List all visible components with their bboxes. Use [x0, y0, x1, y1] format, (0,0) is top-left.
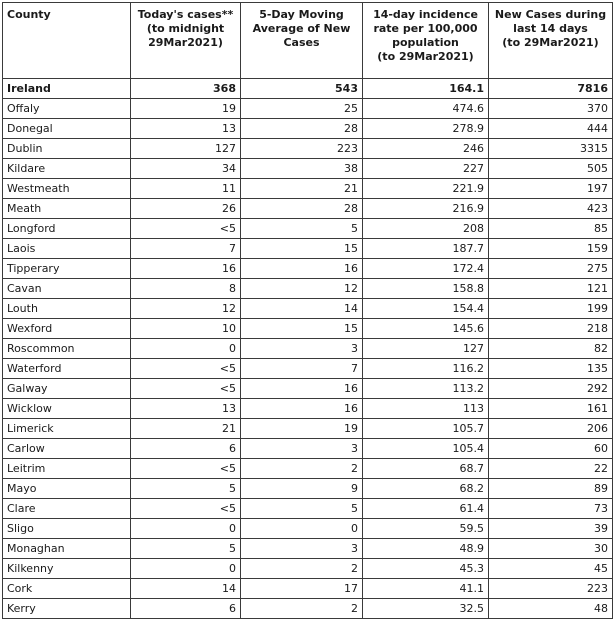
row-new-cases-cell: 85 [489, 219, 613, 239]
row-county-cell: Galway [3, 379, 131, 399]
row-todays-cases-cell: 6 [131, 599, 241, 619]
row-new-cases-cell: 159 [489, 239, 613, 259]
row-incidence-rate-cell: 158.8 [363, 279, 489, 299]
row-new-cases-cell: 3315 [489, 139, 613, 159]
row-moving-average-cell: 2 [241, 459, 363, 479]
header-line: population [392, 36, 459, 49]
row-incidence-rate-cell: 48.9 [363, 539, 489, 559]
row-county-cell: Louth [3, 299, 131, 319]
row-county-cell: Tipperary [3, 259, 131, 279]
table-header [3, 3, 613, 79]
table-row [3, 459, 613, 479]
row-new-cases-cell: 218 [489, 319, 613, 339]
row-moving-average-cell: 16 [241, 399, 363, 419]
header-line: 14-day incidence [373, 8, 478, 21]
row-todays-cases-cell: 13 [131, 399, 241, 419]
row-moving-average-cell: 3 [241, 339, 363, 359]
table-row [3, 339, 613, 359]
table-row [3, 419, 613, 439]
table-row [3, 119, 613, 139]
table-body [3, 79, 613, 619]
table-row [3, 399, 613, 419]
row-todays-cases-cell: <5 [131, 379, 241, 399]
row-moving-average-cell: 5 [241, 219, 363, 239]
total-row [3, 79, 613, 99]
table-row [3, 299, 613, 319]
row-county-cell: Westmeath [3, 179, 131, 199]
row-new-cases-cell: 423 [489, 199, 613, 219]
table-row [3, 439, 613, 459]
header-line: 5-Day Moving [259, 8, 344, 21]
header-line: 29Mar2021) [148, 36, 223, 49]
table-row [3, 599, 613, 619]
row-county-cell: Laois [3, 239, 131, 259]
row-county-cell: Cork [3, 579, 131, 599]
header-line: (to 29Mar2021) [502, 36, 599, 49]
row-new-cases-cell: 60 [489, 439, 613, 459]
row-todays-cases-cell: 13 [131, 119, 241, 139]
row-moving-average-cell: 7 [241, 359, 363, 379]
row-moving-average-cell: 2 [241, 559, 363, 579]
row-todays-cases-cell: 16 [131, 259, 241, 279]
row-todays-cases-cell: 10 [131, 319, 241, 339]
row-incidence-rate-cell: 105.7 [363, 419, 489, 439]
row-county-cell: Wexford [3, 319, 131, 339]
row-moving-average-cell: 25 [241, 99, 363, 119]
row-county-cell: Kerry [3, 599, 131, 619]
row-incidence-rate-cell: 41.1 [363, 579, 489, 599]
row-moving-average-cell: 223 [241, 139, 363, 159]
row-moving-average-cell: 3 [241, 539, 363, 559]
row-todays-cases-cell: 0 [131, 559, 241, 579]
row-todays-cases-cell: 0 [131, 339, 241, 359]
row-moving-average-cell: 28 [241, 119, 363, 139]
row-new-cases-cell: 199 [489, 299, 613, 319]
row-moving-average-cell: 16 [241, 259, 363, 279]
row-new-cases-cell: 161 [489, 399, 613, 419]
row-incidence-rate-cell: 68.2 [363, 479, 489, 499]
row-moving-average-cell: 15 [241, 239, 363, 259]
header-row [3, 3, 613, 79]
header-county-label: County [7, 8, 51, 21]
row-incidence-rate-cell: 113.2 [363, 379, 489, 399]
row-moving-average-cell: 14 [241, 299, 363, 319]
row-incidence-rate-cell: 113 [363, 399, 489, 419]
row-new-cases-cell: 444 [489, 119, 613, 139]
row-incidence-rate-cell: 68.7 [363, 459, 489, 479]
row-todays-cases-cell: 19 [131, 99, 241, 119]
row-new-cases-cell: 48 [489, 599, 613, 619]
row-moving-average-cell: 21 [241, 179, 363, 199]
row-moving-average-cell: 9 [241, 479, 363, 499]
row-incidence-rate-cell: 227 [363, 159, 489, 179]
table-row [3, 259, 613, 279]
row-todays-cases-cell: <5 [131, 499, 241, 519]
row-incidence-rate-cell: 105.4 [363, 439, 489, 459]
row-county-cell: Carlow [3, 439, 131, 459]
table-row [3, 359, 613, 379]
row-moving-average-cell: 17 [241, 579, 363, 599]
row-new-cases-cell: 73 [489, 499, 613, 519]
table-row [3, 99, 613, 119]
row-moving-average-cell: 543 [241, 79, 363, 99]
header-incidence-rate [363, 3, 489, 79]
row-todays-cases-cell: 6 [131, 439, 241, 459]
header-line: last 14 days [513, 22, 588, 35]
header-moving-average [241, 3, 363, 79]
row-moving-average-cell: 2 [241, 599, 363, 619]
row-incidence-rate-cell: 116.2 [363, 359, 489, 379]
table-row [3, 279, 613, 299]
row-county-cell: Leitrim [3, 459, 131, 479]
row-moving-average-cell: 3 [241, 439, 363, 459]
row-new-cases-cell: 45 [489, 559, 613, 579]
row-new-cases-cell: 30 [489, 539, 613, 559]
covid-county-table [2, 2, 613, 619]
row-todays-cases-cell: 8 [131, 279, 241, 299]
row-county-cell: Dublin [3, 139, 131, 159]
row-todays-cases-cell: <5 [131, 359, 241, 379]
header-line: New Cases during [494, 8, 607, 21]
row-todays-cases-cell: 12 [131, 299, 241, 319]
row-incidence-rate-cell: 61.4 [363, 499, 489, 519]
header-new-cases-14-days [489, 3, 613, 79]
row-incidence-rate-cell: 164.1 [363, 79, 489, 99]
table-row [3, 579, 613, 599]
row-todays-cases-cell: 11 [131, 179, 241, 199]
row-todays-cases-cell: 7 [131, 239, 241, 259]
row-incidence-rate-cell: 278.9 [363, 119, 489, 139]
row-moving-average-cell: 5 [241, 499, 363, 519]
row-moving-average-cell: 15 [241, 319, 363, 339]
header-line: (to 29Mar2021) [377, 50, 474, 63]
table-row [3, 479, 613, 499]
row-incidence-rate-cell: 172.4 [363, 259, 489, 279]
row-new-cases-cell: 206 [489, 419, 613, 439]
table-row [3, 559, 613, 579]
row-incidence-rate-cell: 474.6 [363, 99, 489, 119]
row-new-cases-cell: 275 [489, 259, 613, 279]
row-new-cases-cell: 197 [489, 179, 613, 199]
row-county-cell: Sligo [3, 519, 131, 539]
row-county-cell: Ireland [3, 79, 131, 99]
header-line: rate per 100,000 [373, 22, 478, 35]
header-line: Today's cases** [137, 8, 234, 21]
row-todays-cases-cell: 14 [131, 579, 241, 599]
row-moving-average-cell: 0 [241, 519, 363, 539]
row-county-cell: Waterford [3, 359, 131, 379]
row-county-cell: Roscommon [3, 339, 131, 359]
row-new-cases-cell: 7816 [489, 79, 613, 99]
row-new-cases-cell: 370 [489, 99, 613, 119]
row-new-cases-cell: 135 [489, 359, 613, 379]
row-new-cases-cell: 505 [489, 159, 613, 179]
row-todays-cases-cell: 21 [131, 419, 241, 439]
row-new-cases-cell: 22 [489, 459, 613, 479]
row-todays-cases-cell: 26 [131, 199, 241, 219]
table-row [3, 519, 613, 539]
row-todays-cases-cell: <5 [131, 459, 241, 479]
table-row [3, 159, 613, 179]
row-todays-cases-cell: 127 [131, 139, 241, 159]
row-county-cell: Wicklow [3, 399, 131, 419]
row-todays-cases-cell: 5 [131, 479, 241, 499]
row-incidence-rate-cell: 221.9 [363, 179, 489, 199]
row-moving-average-cell: 28 [241, 199, 363, 219]
covid-county-table-wrapper [2, 2, 613, 619]
row-todays-cases-cell: 34 [131, 159, 241, 179]
table-row [3, 199, 613, 219]
header-line: Cases [283, 36, 320, 49]
row-county-cell: Mayo [3, 479, 131, 499]
row-incidence-rate-cell: 59.5 [363, 519, 489, 539]
row-incidence-rate-cell: 127 [363, 339, 489, 359]
row-incidence-rate-cell: 154.4 [363, 299, 489, 319]
row-county-cell: Clare [3, 499, 131, 519]
table-row [3, 139, 613, 159]
row-incidence-rate-cell: 216.9 [363, 199, 489, 219]
table-row [3, 499, 613, 519]
row-todays-cases-cell: <5 [131, 219, 241, 239]
header-line: (to midnight [146, 22, 225, 35]
row-incidence-rate-cell: 187.7 [363, 239, 489, 259]
row-new-cases-cell: 89 [489, 479, 613, 499]
table-row [3, 379, 613, 399]
row-incidence-rate-cell: 246 [363, 139, 489, 159]
row-moving-average-cell: 19 [241, 419, 363, 439]
row-todays-cases-cell: 5 [131, 539, 241, 559]
row-county-cell: Limerick [3, 419, 131, 439]
row-moving-average-cell: 12 [241, 279, 363, 299]
header-line: Average of New [252, 22, 351, 35]
row-incidence-rate-cell: 145.6 [363, 319, 489, 339]
row-incidence-rate-cell: 45.3 [363, 559, 489, 579]
row-incidence-rate-cell: 208 [363, 219, 489, 239]
table-row [3, 179, 613, 199]
row-new-cases-cell: 121 [489, 279, 613, 299]
row-todays-cases-cell: 0 [131, 519, 241, 539]
row-county-cell: Kilkenny [3, 559, 131, 579]
table-row [3, 319, 613, 339]
row-county-cell: Offaly [3, 99, 131, 119]
row-new-cases-cell: 292 [489, 379, 613, 399]
row-new-cases-cell: 82 [489, 339, 613, 359]
row-moving-average-cell: 16 [241, 379, 363, 399]
row-county-cell: Meath [3, 199, 131, 219]
row-todays-cases-cell: 368 [131, 79, 241, 99]
table-row [3, 539, 613, 559]
row-new-cases-cell: 39 [489, 519, 613, 539]
row-county-cell: Donegal [3, 119, 131, 139]
header-todays-cases [131, 3, 241, 79]
row-county-cell: Longford [3, 219, 131, 239]
table-row [3, 239, 613, 259]
table-row [3, 219, 613, 239]
row-county-cell: Kildare [3, 159, 131, 179]
row-county-cell: Monaghan [3, 539, 131, 559]
row-incidence-rate-cell: 32.5 [363, 599, 489, 619]
row-new-cases-cell: 223 [489, 579, 613, 599]
row-moving-average-cell: 38 [241, 159, 363, 179]
row-county-cell: Cavan [3, 279, 131, 299]
header-county [3, 3, 131, 79]
